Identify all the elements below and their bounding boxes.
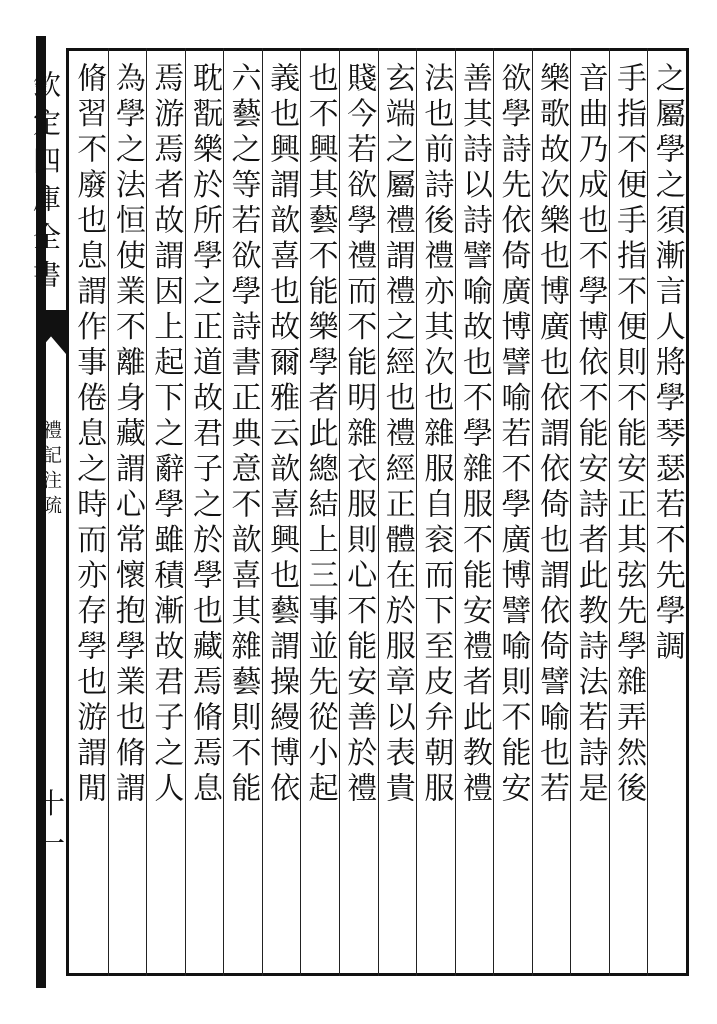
text-column: 也不興其藝不能樂學者此總結上三事並先從小起	[302, 62, 338, 808]
text-column: 善其詩以詩譬喻故也不學雜服不能安禮者此教禮	[456, 62, 492, 808]
text-column: 賤今若欲學禮而不能明雜衣服則心不能安善於禮	[341, 62, 377, 808]
text-column: 之屬學之須漸言人將學琴瑟若不先學調	[649, 62, 685, 666]
text-column: 耽翫樂於所學之正道故君子之於學也藏焉脩焉息	[186, 62, 222, 808]
text-column: 焉游焉者故謂因上起下之辭學雖積漸故君子之人	[148, 62, 184, 808]
margin-subtitle: 禮記注疏	[40, 420, 62, 520]
text-column: 樂歌故次樂也博廣也依謂依倚也謂依倚譬喻也若	[534, 62, 570, 808]
text-column: 玄端之屬禮謂禮之經也禮經正體在於服章以表貴	[379, 62, 415, 808]
page-number: 十一	[36, 787, 65, 860]
text-column: 法也前詩後禮亦其次也雜服自衮而下至皮弁朝服	[418, 62, 454, 808]
text-column: 義也興謂歆喜也故爾雅云歆喜興也藝謂操縵博依	[264, 62, 300, 808]
text-column: 手指不便手指不便則不能安正其弦先學雜弄然後	[611, 62, 647, 808]
text-column: 音曲乃成也不學博依不能安詩者此教詩法若詩是	[572, 62, 608, 808]
text-column: 欲學詩先依倚廣博譬喻若不學廣博譬喻則不能安	[495, 62, 531, 808]
margin-title: 欽定四庫全書	[29, 70, 62, 298]
fish-tail-mark	[36, 310, 66, 354]
text-column: 六藝之等若欲學詩書正典意不歆喜其雜藝則不能	[225, 62, 261, 808]
text-column: 為學之法恒使業不離身藏謂心常懷抱學業也脩謂	[109, 62, 145, 808]
text-column: 脩習不廢也息謂作事倦息之時而亦存學也游謂閒	[71, 62, 107, 808]
